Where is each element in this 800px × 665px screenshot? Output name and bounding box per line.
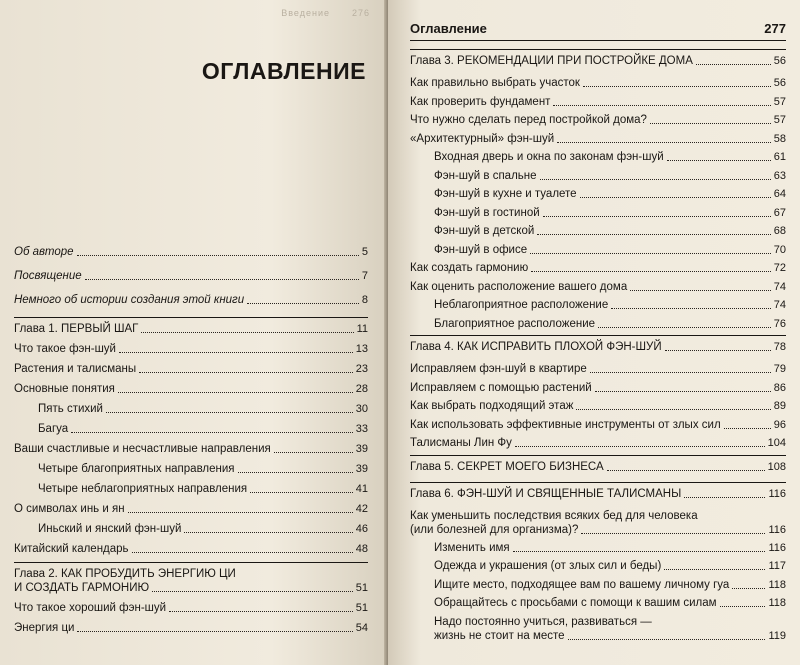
toc-entry-title: Глава 5. СЕКРЕТ МОЕГО БИЗНЕСА xyxy=(410,460,604,473)
leader-dots xyxy=(696,64,771,65)
toc-entry-page: 41 xyxy=(355,483,368,495)
toc-entry-page: 104 xyxy=(767,437,786,449)
toc-entry-title: Фэн-шуй в гостиной xyxy=(434,206,540,219)
leader-dots xyxy=(513,551,766,552)
toc-entry-page: 108 xyxy=(767,460,786,473)
toc-item xyxy=(410,509,786,537)
toc-entry xyxy=(410,541,786,555)
toc-entry-page: 74 xyxy=(773,299,786,311)
toc-entry-page: 70 xyxy=(773,243,786,256)
left-toc-list xyxy=(14,245,368,635)
toc-entry-page: 78 xyxy=(773,341,786,353)
toc-item xyxy=(14,422,368,436)
toc-entry-title: Исправляем фэн-шуй в квартире xyxy=(410,363,587,375)
toc-item xyxy=(14,293,368,307)
toc-item xyxy=(410,280,786,294)
leader-dots xyxy=(598,327,771,328)
toc-entry xyxy=(410,280,786,294)
leader-dots xyxy=(184,532,352,533)
toc-entry-title: Глава 1. ПЕРВЫЙ ШАГ xyxy=(14,323,139,335)
leader-dots xyxy=(581,533,765,534)
toc-entry-title: Глава 4. КАК ИСПРАВИТЬ ПЛОХОЙ ФЭН-ШУЙ xyxy=(410,341,662,353)
toc-item xyxy=(410,95,786,109)
toc-entry xyxy=(410,261,786,275)
toc-item xyxy=(410,187,786,201)
toc-item xyxy=(14,462,368,476)
toc-entry xyxy=(14,621,368,635)
toc-item xyxy=(410,541,786,555)
leader-dots xyxy=(119,352,353,353)
toc-entry-page: 33 xyxy=(355,423,368,435)
left-running-head xyxy=(14,8,370,20)
leader-dots xyxy=(247,303,359,304)
toc-entry-title: Глава 6. ФЭН-ШУЙ И СВЯЩЕННЫЕ ТАЛИСМАНЫ xyxy=(410,487,682,500)
toc-entry xyxy=(410,418,786,432)
toc-entry-page: 46 xyxy=(355,523,368,535)
toc-item xyxy=(14,245,368,259)
toc-entry-page: 51 xyxy=(355,602,368,614)
toc-entry-page: 56 xyxy=(773,55,786,67)
toc-entry-title: Фэн-шуй в офисе xyxy=(434,243,528,256)
toc-entry xyxy=(14,245,368,259)
toc-entry-title: Обращайтесь с просьбами с помощи к вашим силам xyxy=(434,597,717,609)
toc-entry xyxy=(14,482,368,496)
toc-entry-page: 116 xyxy=(768,541,786,554)
toc-item xyxy=(410,150,786,164)
toc-entry-title: Одежда и украшения (от злых сил и беды) xyxy=(434,560,662,572)
leader-dots xyxy=(139,372,353,373)
toc-entry-title: О символах инь и ян xyxy=(14,503,125,515)
toc-item xyxy=(410,169,786,183)
toc-entry-title: Основные понятия xyxy=(14,383,115,395)
toc-entry-page: 96 xyxy=(773,418,786,431)
left-running-head-page: 276 xyxy=(351,8,370,18)
toc-entry-page: 5 xyxy=(361,246,368,258)
leader-dots xyxy=(732,588,765,589)
toc-entry xyxy=(410,381,786,395)
toc-item xyxy=(14,382,368,396)
toc-entry-page: 63 xyxy=(773,169,786,182)
toc-entry-title: И СОЗДАТЬ ГАРМОНИЮ xyxy=(14,582,150,594)
leader-dots xyxy=(684,497,765,498)
leader-dots xyxy=(590,372,771,373)
toc-entry-page: 7 xyxy=(361,270,368,282)
toc-entry-title: Надо постоянно учиться, развиваться — xyxy=(434,615,652,628)
leader-dots xyxy=(595,391,771,392)
leader-dots xyxy=(540,179,771,180)
toc-entry-title: Благоприятное расположение xyxy=(434,317,596,330)
leader-dots xyxy=(720,606,766,607)
leader-dots xyxy=(77,631,352,632)
toc-entry-title: Изменить имя xyxy=(434,541,510,554)
toc-entry-title: Четыре благоприятных направления xyxy=(38,463,235,475)
toc-entry xyxy=(410,559,786,573)
leader-dots xyxy=(141,332,353,333)
toc-item xyxy=(410,206,786,220)
toc-entry-title: Неблагоприятное расположение xyxy=(434,299,609,311)
toc-item xyxy=(14,362,368,376)
right-page xyxy=(388,0,800,665)
toc-entry-title: Что нужно сделать перед постройкой дома? xyxy=(410,114,647,126)
toc-item xyxy=(14,342,368,356)
toc-entry-page: 68 xyxy=(773,225,786,237)
toc-item xyxy=(14,562,368,595)
toc-entry xyxy=(410,317,786,331)
toc-entry-title: Как выбрать подходящий этаж xyxy=(410,400,574,412)
leader-dots xyxy=(106,412,353,413)
toc-entry xyxy=(410,509,786,523)
toc-entry xyxy=(14,382,368,396)
leader-dots xyxy=(583,86,771,87)
toc-entry xyxy=(410,596,786,610)
toc-entry xyxy=(410,487,786,501)
toc-entry-title: Четыре неблагоприятных направления xyxy=(38,483,248,495)
left-running-head-text: Введение xyxy=(281,8,330,18)
toc-entry-title: Входная дверь и окна по законам фэн-шуй xyxy=(434,151,664,163)
toc-entry-page: 39 xyxy=(355,463,368,475)
toc-entry-page: 8 xyxy=(361,294,368,306)
leader-dots xyxy=(543,216,771,217)
toc-item xyxy=(410,578,786,592)
leader-dots xyxy=(568,639,766,640)
leader-dots xyxy=(650,123,771,124)
toc-entry xyxy=(14,462,368,476)
toc-entry-page: 58 xyxy=(773,132,786,145)
toc-item xyxy=(410,455,786,474)
leader-dots xyxy=(667,160,771,161)
toc-entry xyxy=(410,54,786,68)
toc-item xyxy=(14,442,368,456)
toc-entry-title: Немного об истории создания этой книги xyxy=(14,294,245,306)
toc-entry xyxy=(14,269,368,283)
chapter-separator xyxy=(410,455,786,456)
toc-entry-page: 79 xyxy=(773,363,786,375)
leader-dots xyxy=(576,409,770,410)
toc-entry-title: Об авторе xyxy=(14,246,74,258)
toc-entry xyxy=(410,460,786,474)
chapter-separator xyxy=(410,335,786,336)
leader-dots xyxy=(537,234,770,235)
toc-entry xyxy=(14,502,368,516)
right-toc-list xyxy=(410,49,786,643)
toc-entry xyxy=(14,442,368,456)
toc-entry-page: 30 xyxy=(355,403,368,415)
leader-dots xyxy=(71,432,353,433)
toc-entry-title: Как создать гармонию xyxy=(410,262,529,274)
toc-entry xyxy=(410,615,786,629)
toc-item xyxy=(410,362,786,376)
leader-dots xyxy=(85,279,359,280)
right-running-head xyxy=(410,0,786,41)
toc-entry xyxy=(410,298,786,312)
leader-dots xyxy=(515,446,765,447)
toc-entry-page: 28 xyxy=(355,383,368,395)
leader-dots xyxy=(238,472,353,473)
toc-entry xyxy=(410,578,786,592)
toc-item xyxy=(410,224,786,238)
toc-entry xyxy=(410,206,786,220)
toc-item xyxy=(14,621,368,635)
toc-entry xyxy=(410,399,786,413)
toc-item xyxy=(410,113,786,127)
toc-entry xyxy=(14,342,368,356)
toc-item xyxy=(410,76,786,90)
toc-entry-title: (или болезней для организма)? xyxy=(410,523,579,536)
leader-dots xyxy=(630,290,771,291)
toc-entry-title: Фэн-шуй в детской xyxy=(434,225,535,237)
toc-item xyxy=(14,542,368,556)
toc-entry-title: Посвящение xyxy=(14,270,82,282)
chapter-separator xyxy=(14,562,368,563)
toc-item xyxy=(410,243,786,257)
toc-item xyxy=(14,269,368,283)
leader-dots xyxy=(530,253,771,254)
toc-entry xyxy=(14,542,368,556)
toc-title: ОГЛАВЛЕНИЕ xyxy=(201,58,366,84)
toc-entry-page: 119 xyxy=(768,629,786,642)
toc-entry-title: Багуа xyxy=(38,423,69,435)
toc-entry xyxy=(14,293,368,307)
toc-entry-page: 117 xyxy=(768,560,786,572)
toc-entry-title: Энергия ци xyxy=(14,622,75,634)
page-number: 277 xyxy=(764,21,786,36)
toc-entry-page: 67 xyxy=(773,206,786,219)
toc-entry-title: Фэн-шуй в кухне и туалете xyxy=(434,188,577,200)
toc-item xyxy=(14,601,368,615)
toc-entry-title: Как правильно выбрать участок xyxy=(410,77,580,89)
toc-entry xyxy=(410,243,786,257)
toc-item xyxy=(410,317,786,331)
toc-entry-title: Ваши счастливые и несчастливые направления xyxy=(14,443,271,455)
toc-entry xyxy=(14,322,368,336)
toc-entry xyxy=(14,601,368,615)
toc-entry xyxy=(410,362,786,376)
toc-entry-page: 23 xyxy=(355,363,368,375)
toc-entry-page: 86 xyxy=(773,381,786,394)
toc-entry-title: жизнь не стоит на месте xyxy=(434,629,565,642)
toc-item xyxy=(14,317,368,336)
leader-dots xyxy=(611,308,771,309)
toc-entry-title: Что такое хороший фэн-шуй xyxy=(14,602,167,614)
toc-entry xyxy=(410,436,786,450)
toc-entry xyxy=(410,187,786,201)
toc-entry-title: Как оценить расположение вашего дома xyxy=(410,280,628,293)
toc-entry-title: «Архитектурный» фэн-шуй xyxy=(410,132,555,145)
toc-entry-title: Ищите место, подходящее вам по вашему личному гуа xyxy=(434,578,730,591)
toc-entry xyxy=(14,581,368,595)
toc-item xyxy=(410,49,786,68)
toc-entry xyxy=(410,132,786,146)
chapter-separator xyxy=(410,49,786,50)
toc-entry-page: 116 xyxy=(768,523,786,536)
toc-entry xyxy=(14,402,368,416)
left-page xyxy=(0,0,388,665)
leader-dots xyxy=(274,452,353,453)
toc-item xyxy=(410,132,786,146)
toc-entry xyxy=(410,523,786,537)
toc-entry-title: Как использовать эффективные инструменты от злых сил xyxy=(410,418,721,431)
toc-entry-title: Иньский и янский фэн-шуй xyxy=(38,523,182,535)
leader-dots xyxy=(665,350,771,351)
toc-item xyxy=(410,559,786,573)
chapter-separator xyxy=(410,482,786,483)
toc-entry xyxy=(14,567,368,581)
section-name: Оглавление xyxy=(410,21,487,36)
toc-item xyxy=(14,482,368,496)
toc-entry-page: 51 xyxy=(355,582,368,594)
toc-entry-title: Глава 2. КАК ПРОБУДИТЬ ЭНЕРГИЮ ЦИ xyxy=(14,568,236,580)
toc-item xyxy=(410,335,786,354)
leader-dots xyxy=(77,255,359,256)
toc-entry-page: 89 xyxy=(773,400,786,412)
toc-entry-page: 118 xyxy=(768,578,786,591)
leader-dots xyxy=(118,392,353,393)
toc-entry-title: Пять стихий xyxy=(38,403,103,415)
toc-entry-page: 42 xyxy=(355,503,368,515)
toc-entry xyxy=(410,224,786,238)
toc-item xyxy=(410,482,786,501)
leader-dots xyxy=(152,591,353,592)
toc-item xyxy=(410,381,786,395)
toc-entry-page: 118 xyxy=(768,597,786,609)
leader-dots xyxy=(580,197,771,198)
toc-entry-page: 54 xyxy=(355,622,368,634)
toc-item xyxy=(14,502,368,516)
toc-entry-title: Талисманы Лин Фу xyxy=(410,437,512,449)
leader-dots xyxy=(607,470,765,471)
toc-entry-title: Глава 3. РЕКОМЕНДАЦИИ ПРИ ПОСТРОЙКЕ ДОМА xyxy=(410,55,693,67)
toc-entry-page: 48 xyxy=(355,543,368,555)
toc-entry-title: Растения и талисманы xyxy=(14,363,137,375)
toc-item xyxy=(410,399,786,413)
toc-entry xyxy=(410,340,786,354)
toc-entry-page: 116 xyxy=(768,487,786,500)
toc-item xyxy=(410,436,786,450)
toc-entry-page: 72 xyxy=(773,262,786,274)
toc-entry-page: 57 xyxy=(773,95,786,108)
toc-entry-page: 13 xyxy=(355,343,368,355)
leader-dots xyxy=(250,492,353,493)
toc-entry-page: 57 xyxy=(773,114,786,126)
toc-entry-page: 74 xyxy=(773,280,786,293)
toc-entry xyxy=(410,150,786,164)
leader-dots xyxy=(724,428,771,429)
toc-entry-page: 76 xyxy=(773,317,786,330)
leader-dots xyxy=(557,142,771,143)
toc-item xyxy=(410,596,786,610)
toc-item xyxy=(410,418,786,432)
toc-entry-title: Как уменьшить последствия всяких бед для человека xyxy=(410,509,698,522)
toc-entry xyxy=(410,113,786,127)
toc-entry-page: 56 xyxy=(773,77,786,89)
toc-item xyxy=(14,522,368,536)
leader-dots xyxy=(531,271,771,272)
leader-dots xyxy=(664,569,765,570)
leader-dots xyxy=(132,552,353,553)
toc-entry xyxy=(410,76,786,90)
toc-entry xyxy=(14,362,368,376)
toc-entry-page: 64 xyxy=(773,188,786,200)
toc-entry-title: Что такое фэн-шуй xyxy=(14,343,116,355)
toc-entry xyxy=(410,169,786,183)
toc-entry xyxy=(410,95,786,109)
toc-entry xyxy=(14,522,368,536)
toc-entry xyxy=(14,422,368,436)
toc-item xyxy=(410,298,786,312)
toc-entry-title: Исправляем с помощью растений xyxy=(410,381,592,394)
toc-entry-title: Как проверить фундамент xyxy=(410,95,551,108)
leader-dots xyxy=(169,611,353,612)
toc-entry-page: 61 xyxy=(773,151,786,163)
toc-item xyxy=(410,261,786,275)
toc-entry-page: 39 xyxy=(355,443,368,455)
toc-item xyxy=(14,402,368,416)
toc-entry-title: Китайский календарь xyxy=(14,543,129,555)
chapter-separator xyxy=(14,317,368,318)
toc-item xyxy=(410,615,786,643)
toc-entry-page: 11 xyxy=(356,323,368,335)
toc-entry xyxy=(410,629,786,643)
toc-entry-title: Фэн-шуй в спальне xyxy=(434,169,537,182)
leader-dots xyxy=(553,105,770,106)
leader-dots xyxy=(128,512,353,513)
